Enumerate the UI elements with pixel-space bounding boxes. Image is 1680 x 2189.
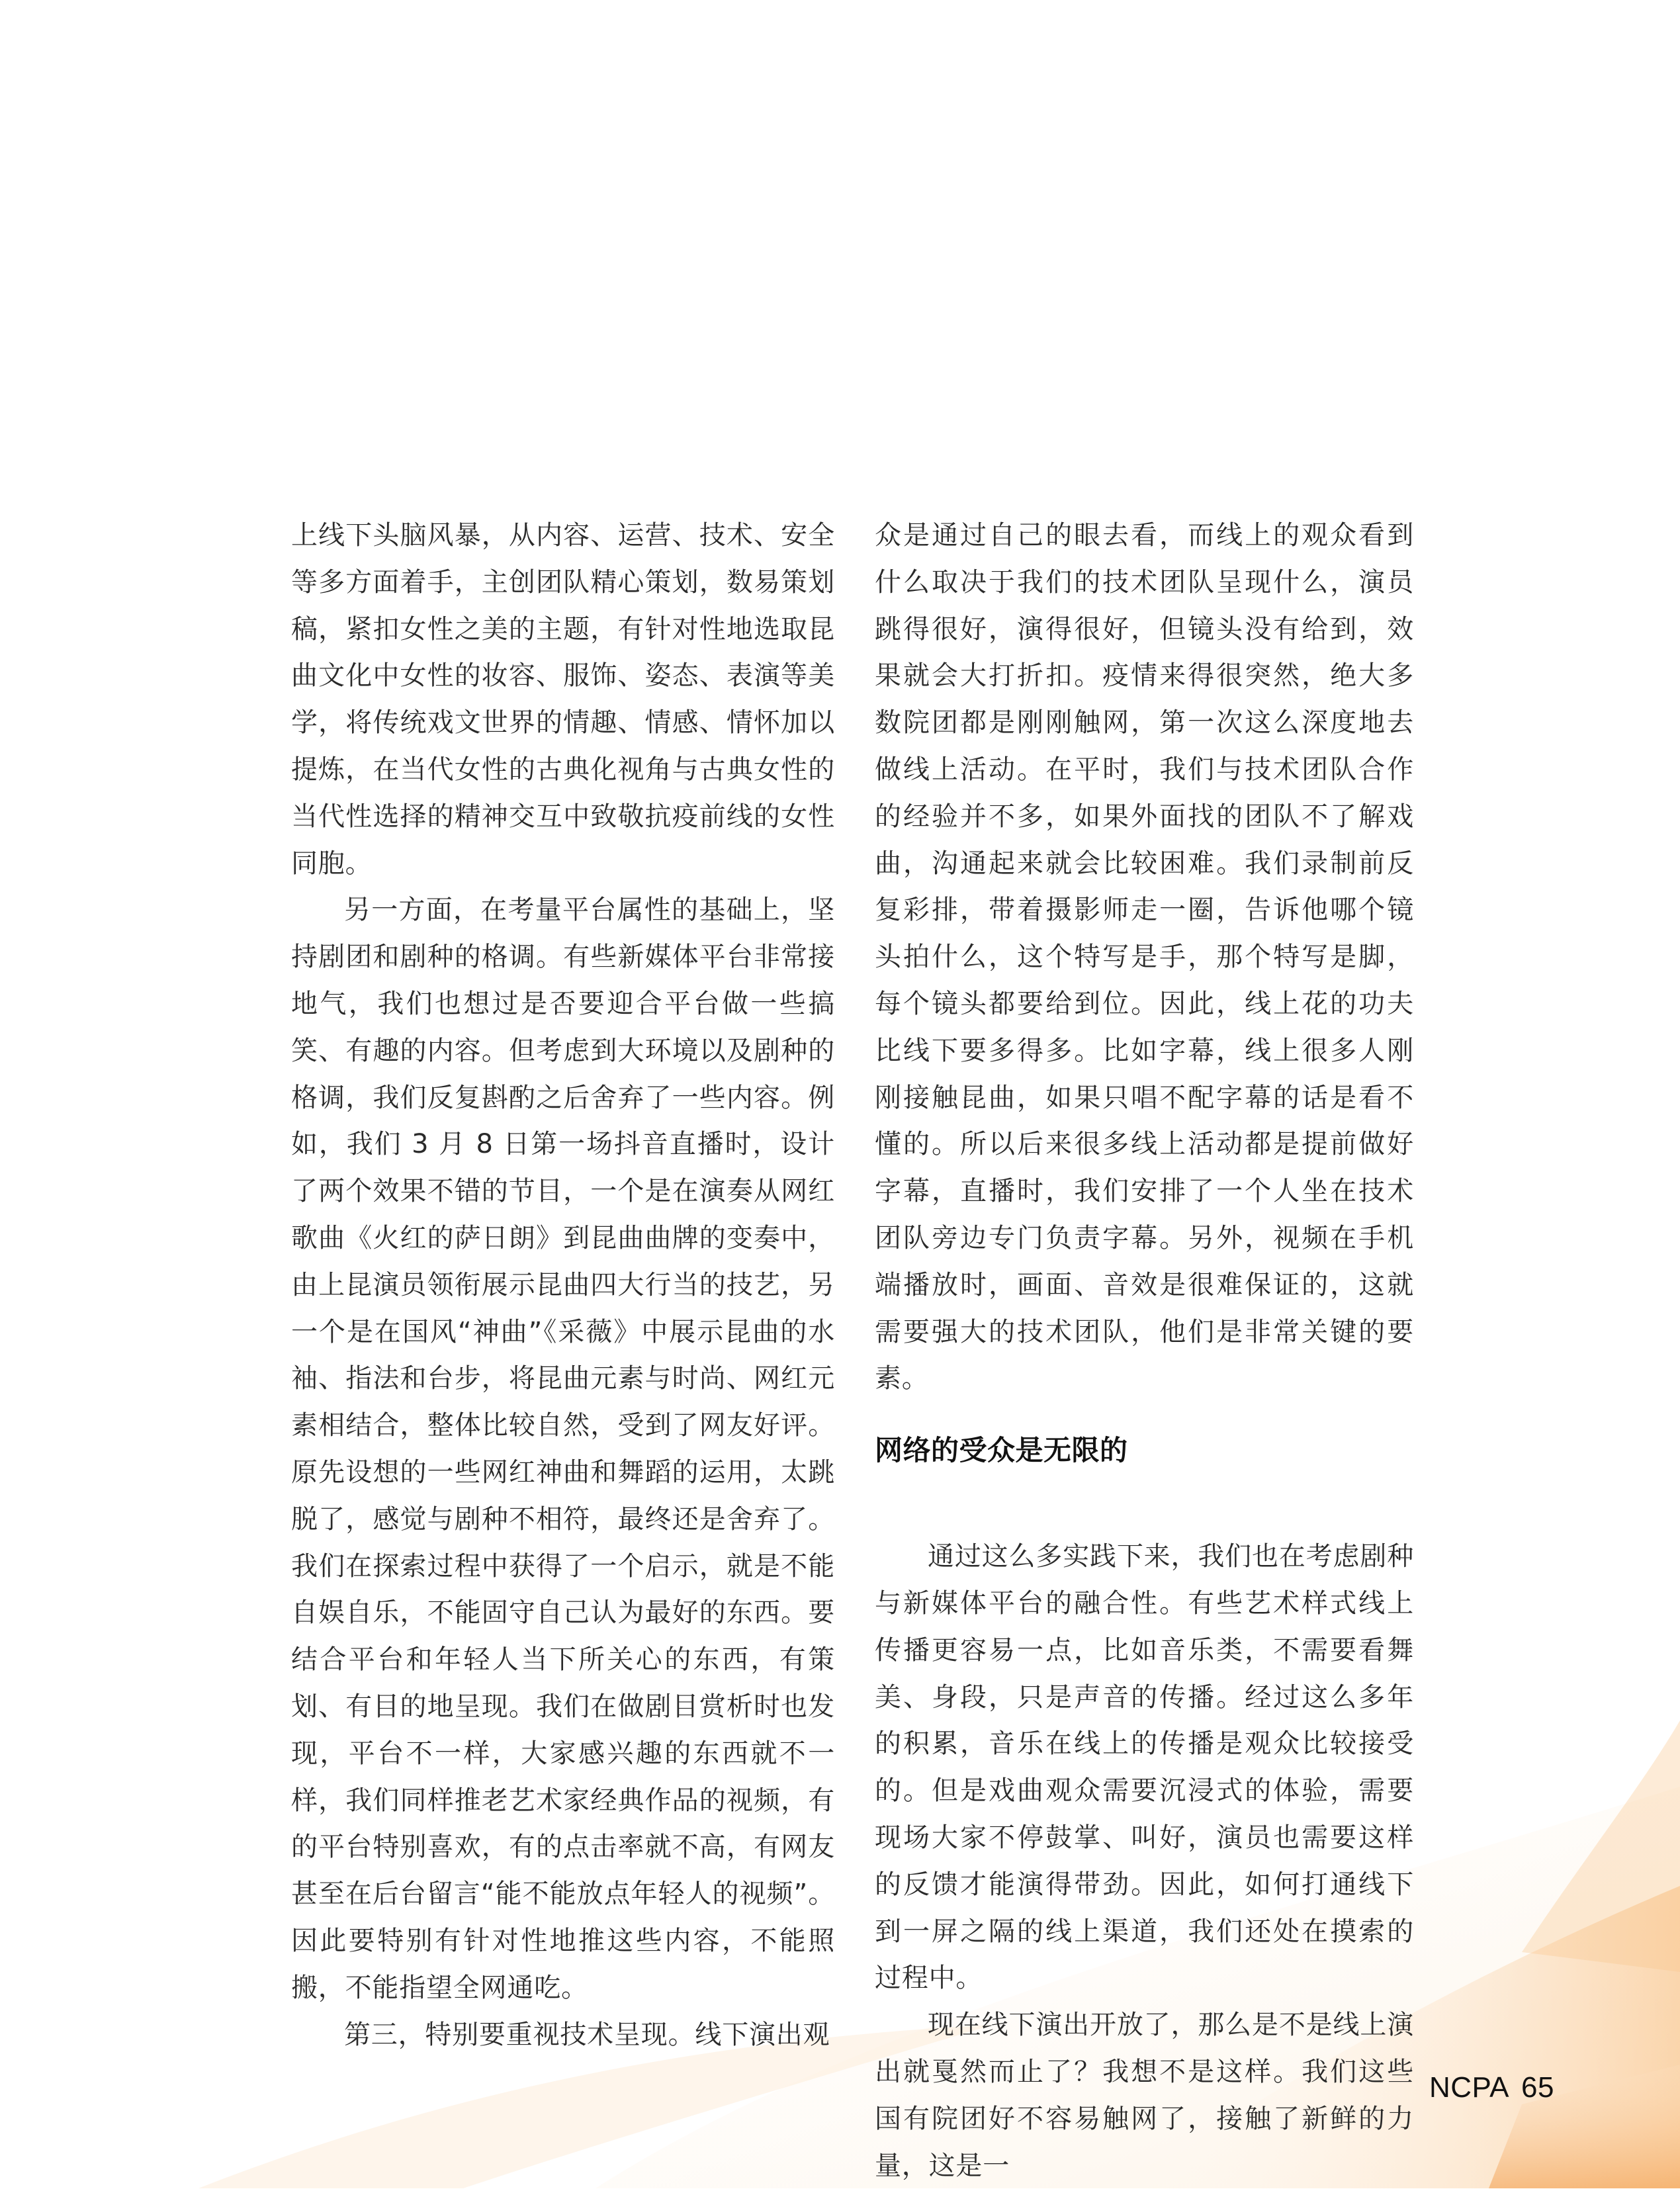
body-paragraph: 上线下头脑风暴，从内容、运营、技术、安全等多方面着手，主创团队精心策划，数易策划稿，紧扣女性之美的主题，有针对性地选取昆曲文化中女性的妆容、服饰、姿态、表演等美学，将传统戏文世界的情趣、情感、情怀加以提炼，在当代女性的古典化视角与古典女性的当代性选择的精神交互中致敬抗疫前线的女性同胞。 [291,520,835,879]
body-paragraph: 现在线下演出开放了，那么是不是线上演出就戛然而止了？我想不是这样。我们这些国有院团好不容易触网了，接触了新鲜的力量，这是一 [875,2010,1414,2181]
body-paragraph: 第三，特别要重视技术呈现。线下演出观 [344,2019,830,2050]
body-paragraph: 通过这么多实践下来，我们也在考虑剧种与新媒体平台的融合性。有些艺术样式线上传播更容易一点，比如音乐类，不需要看舞美、身段，只是声音的传播。经过这么多年的积累，音乐在线上的传播是观众比较接受的。但是戏曲观众需要沉浸式的体验，需要现场大家不停鼓掌、叫好，演员也需要这样的反馈才能演得带劲。因此，如何打通线下到一屏之隔的线上渠道，我们还处在摸索的过程中。 [875,1541,1414,1994]
publication-name: NCPA [1429,2071,1509,2104]
right-column [875,512,1414,2189]
page-footer [1429,2071,1554,2104]
left-column [291,512,835,2058]
body-paragraph: 另一方面，在考量平台属性的基础上，坚持剧团和剧种的格调。有些新媒体平台非常接地气，我们也想过是否要迎合平台做一些搞笑、有趣的内容。但考虑到大环境以及剧种的格调，我们反复斟酌之后舍弃了一些内容。例如，我们 3 月 8 日第一场抖音直播时，设计了两个效果不错的节目，一个是在演奏从网红歌曲《火红的萨日朗》到昆曲曲牌的变奏中，由上昆演员领衔展示昆曲四大行当的技艺，另一个是在国风“神曲”《采薇》中展示昆曲的水袖、指法和台步，将昆曲元素与时尚、网红元素相结合，整体比较自然，受到了网友好评。原先设想的一些网红神曲和舞蹈的运用，太跳脱了，感觉与剧种不相符，最终还是舍弃了。我们在探索过程中获得了一个启示，就是不能自娱自乐，不能固守自己认为最好的东西。要结合平台和年轻人当下所关心的东西，有策划、有目的地呈现。我们在做剧目赏析时也发现，平台不一样，大家感兴趣的东西就不一样，我们同样推老艺术家经典作品的视频，有的平台特别喜欢，有的点击率就不高，有网友甚至在后台留言“能不能放点年轻人的视频”。因此要特别有针对性地推这些内容，不能照搬，不能指望全网通吃。 [291,895,835,2003]
section-heading: 网络的受众是无限的 [875,1434,1128,1467]
page-number: 65 [1521,2071,1554,2104]
body-paragraph: 众是通过自己的眼去看，而线上的观众看到什么取决于我们的技术团队呈现什么，演员跳得很好，演得很好，但镜头没有给到，效果就会大打折扣。疫情来得很突然，绝大多数院团都是刚刚触网，第一次这么深度地去做线上活动。在平时，我们与技术团队合作的经验并不多，如果外面找的团队不了解戏曲，沟通起来就会比较困难。我们录制前反复彩排，带着摄影师走一圈，告诉他哪个镜头拍什么，这个特写是手，那个特写是脚，每个镜头都要给到位。因此，线上花的功夫比线下要多得多。比如字幕，线上很多人刚刚接触昆曲，如果只唱不配字幕的话是看不懂的。所以后来很多线上活动都是提前做好字幕，直播时，我们安排了一个人坐在技术团队旁边专门负责字幕。另外，视频在手机端播放时，画面、音效是很难保证的，这就需要强大的技术团队，他们是非常关键的要素。 [875,520,1414,1394]
